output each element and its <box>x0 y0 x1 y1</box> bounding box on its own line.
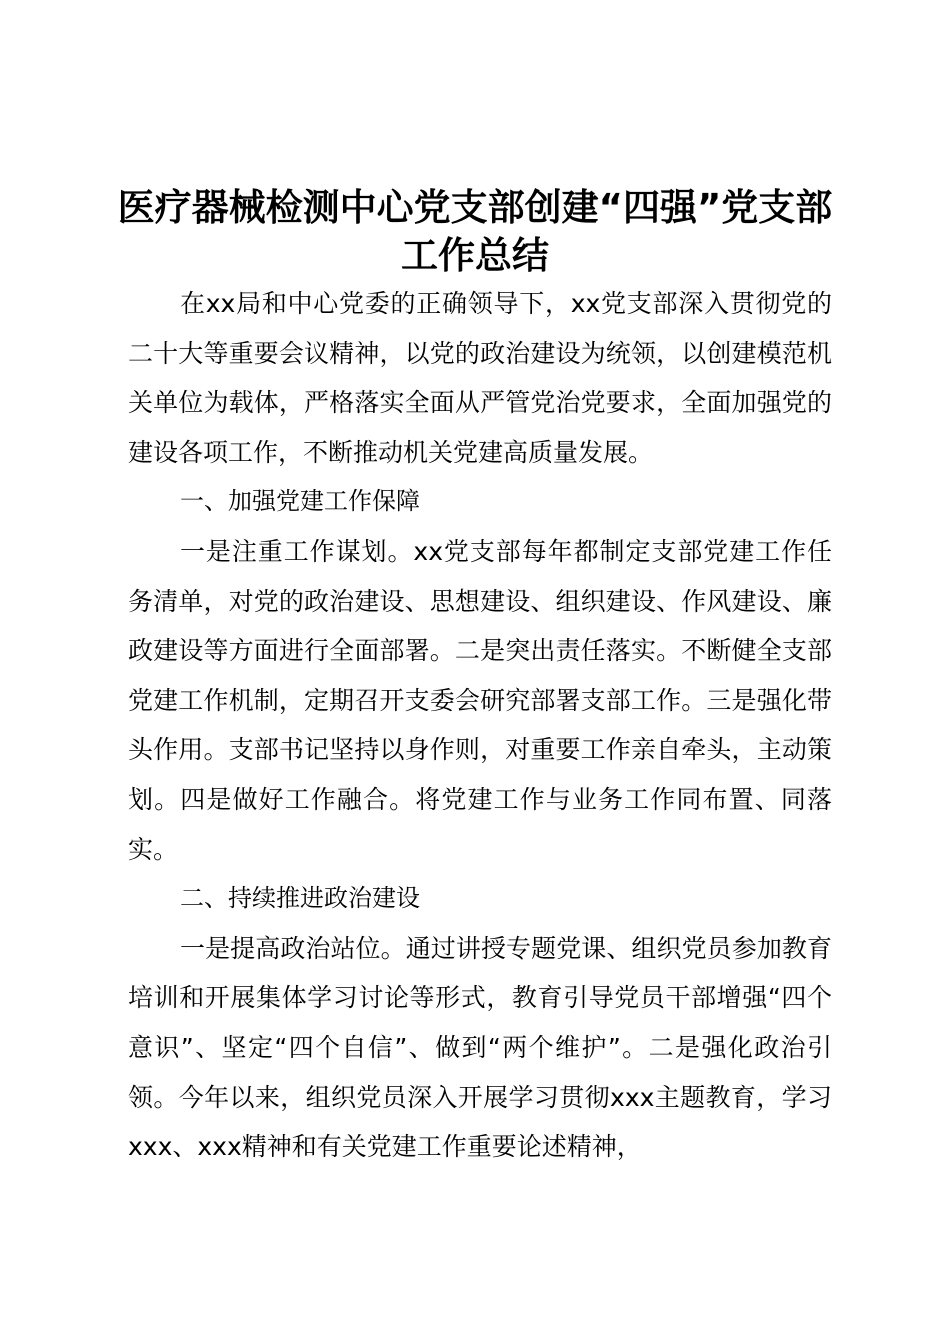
intro-paragraph: 在xx局和中心党委的正确领导下，xx党支部深入贯彻党的二十大等重要会议精神，以党的政治建设为统领，以创建模范机关单位为载体，严格落实全面从严管党治党要求，全面加强党的建设各项工作，不断推动机关党建高质量发展。 <box>128 289 832 467</box>
section-1-paragraph: 一是注重工作谋划。xx党支部每年都制定支部党建工作任务清单，对党的政治建设、思想建设、组织建设、作风建设、廉政建设等方面进行全面部署。二是突出责任落实。不断健全支部党建工作机制，定期召开支委会研究部署支部工作。三是强化带头作用。支部书记坚持以身作则，对重要工作亲自牵头，主动策划。四是做好工作融合。将党建工作与业务工作同布置、同落实。 <box>128 536 832 864</box>
section-heading-2: 二、持续推进政治建设 <box>180 884 420 913</box>
document-title-line-2: 工作总结 <box>401 234 549 277</box>
document-body <box>128 279 832 1172</box>
document-title-line-1: 医疗器械检测中心党支部创建“四强”党支部 <box>117 186 833 229</box>
section-heading-1: 一、加强党建工作保障 <box>180 487 420 516</box>
section-2-paragraph: 一是提高政治站位。通过讲授专题党课、组织党员参加教育培训和开展集体学习讨论等形式，教育引导党员干部增强“四个意识”、坚定“四个自信”、做到“两个维护”。二是强化政治引领。今年以来，组织党员深入开展学习贯彻xxx主题教育，学习xxx、xxx精神和有关党建工作重要论述精神， <box>128 933 832 1162</box>
